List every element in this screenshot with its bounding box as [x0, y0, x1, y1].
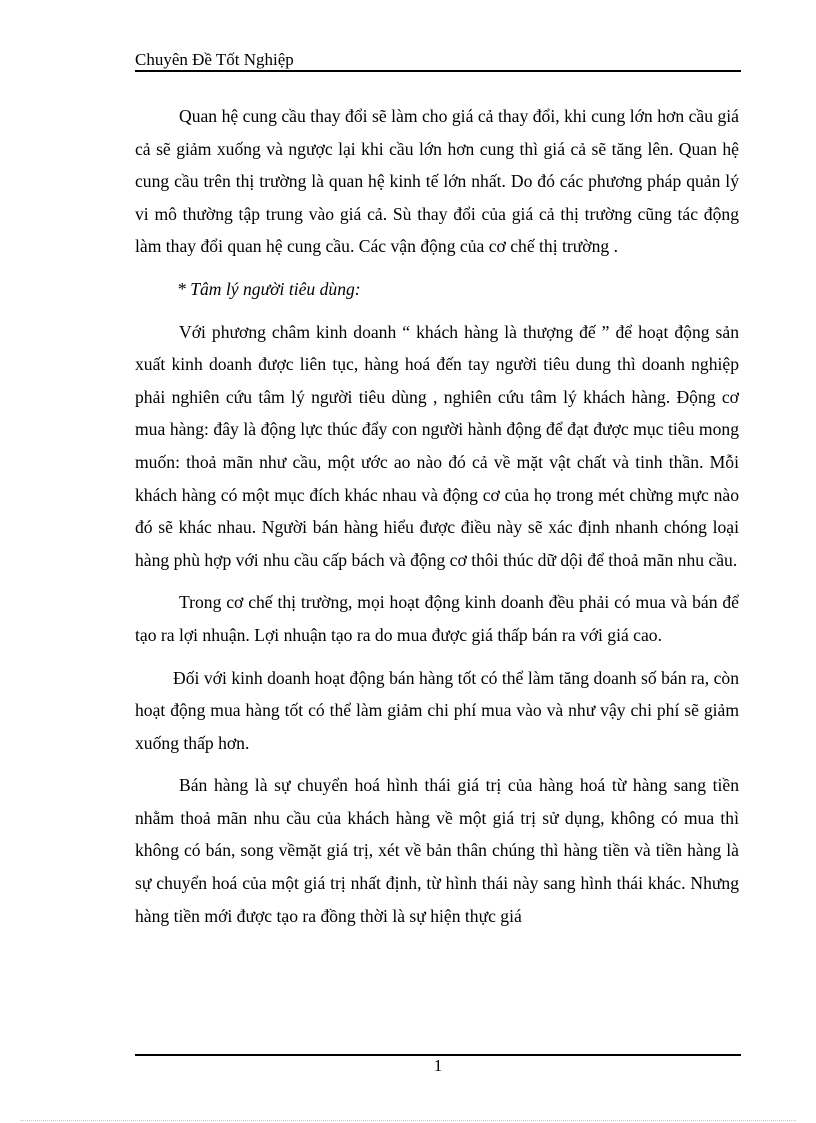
paragraph-supply-demand: Quan hệ cung cầu thay đổi sẽ làm cho giá cả thay đổi, khi cung lớn hơn cầu giá cả sẽ giảm xuống và ngược lại khi cầu lớn hơn cung thì giá cả sẽ tăng lên. Quan hệ cung cầu trên thị trường là quan hệ kinh tế lớn nhất. Do đó các phương pháp quản lý vi mô thường tập trung vào giá cả. Sù thay đổi của giá cả thị trường cũng tác động làm thay đổi quan hệ cung cầu. Các vận động của cơ chế thị trường .: [135, 106, 739, 257]
header-divider: [135, 70, 741, 72]
page-number: 1: [433, 1056, 443, 1075]
subheading-consumer-psychology: * Tâm lý người tiêu dùng:: [177, 278, 361, 299]
paragraph-sales-definition: Bán hàng là sự chuyển hoá hình thái giá trị của hàng hoá từ hàng sang tiền nhằm thoả mãn nhu cầu của khách hàng về một giá trị sử dụng, không có mua thì không có bán, song vềmặt giá trị, xét về bản thân chúng thì hàng tiền và tiền hàng là sự chuyển hoá của một giá trị nhất định, từ hình thái này sang hình thái khác. Nhưng hàng tiền mới được tạo ra đồng thời là sự hiện thực giá: [135, 775, 739, 926]
document-body: [135, 100, 739, 942]
paragraph-market-mechanism: Trong cơ chế thị trường, mọi hoạt động kinh doanh đều phải có mua và bán để tạo ra lợi nhuận. Lợi nhuận tạo ra do mua được giá thấp bán ra với giá cao.: [135, 592, 739, 645]
paragraph-sales-purchasing: Đối với kinh doanh hoạt động bán hàng tốt có thể làm tăng doanh số bán ra, còn hoạt động mua hàng tốt có thể làm giảm chi phí mua vào và như vậy chi phí sẽ giảm xuống thấp hơn.: [135, 667, 739, 753]
page-bottom-edge: [20, 1120, 796, 1121]
page-header-title: Chuyên Đề Tốt Nghiệp: [135, 50, 294, 69]
paragraph-business-motto: Với phương châm kinh doanh “ khách hàng là thượng đế ” để hoạt động sản xuất kinh doanh được liên tục, hàng hoá đến tay người tiêu dung thì doanh nghiệp phải nghiên cứu tâm lý người tiêu dùng , nghiên cứu tâm lý khách hàng. Động cơ mua hàng: đây là động lực thúc đẩy con người hành động để đạt được mục tiêu mong muốn: thoả mãn như cầu, một ước ao nào đó cả về mặt vật chất và tinh thần. Mỗi khách hàng có một mục đích khác nhau và động cơ của họ trong mét chừng mực nào đó sẽ khác nhau. Người bán hàng hiểu được điều này sẽ xác định nhanh chóng loại hàng phù hợp với nhu cầu cấp bách và động cơ thôi thúc dữ dội để thoả mãn nhu cầu.: [135, 321, 739, 570]
